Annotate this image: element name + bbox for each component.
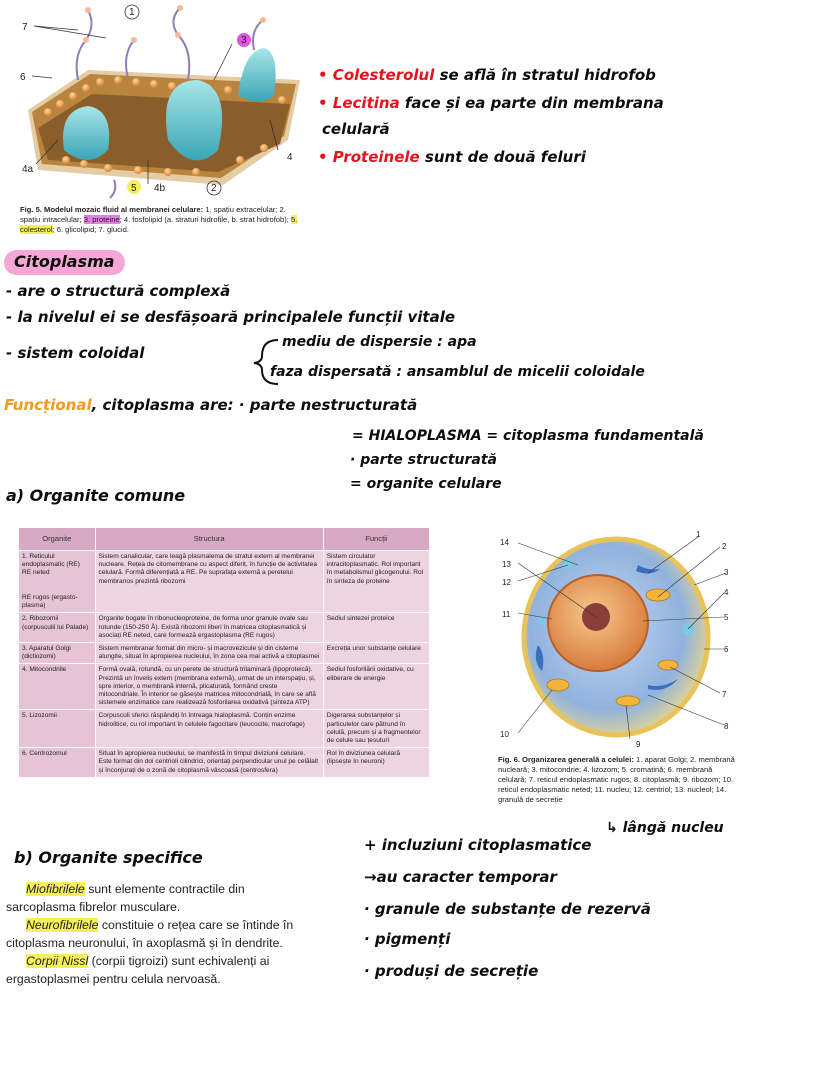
fig5-label-4: 4 <box>287 152 293 163</box>
fig5-caption-protein: 3. proteine <box>83 215 120 224</box>
fig6-label-1: 1 <box>696 530 701 539</box>
cell-functii: Rol în diviziunea celulară (lipsește în neuroni) <box>323 748 429 778</box>
section-title: Citoplasma <box>4 250 125 275</box>
fig5-caption-title: Fig. 5. Modelul mozaic fluid al membranei celulare: <box>20 205 204 214</box>
cell-functii: Sediul fosforilării oxidative, cu eliberare de energie <box>323 664 429 710</box>
note-inclusions: + incluziuni citoplasmatice <box>364 836 592 854</box>
note-text: sunt de două feluri <box>419 148 586 166</box>
fig5-label-4a: 4a <box>22 164 34 175</box>
table-row <box>19 710 430 748</box>
paragraph-text: sunt elemente contractile din sarcoplasma fibrelor musculare. <box>6 882 245 914</box>
fig5-label-2: 2 <box>211 183 217 194</box>
fig5-caption-part: ; 6. glicolipid; 7. glucid. <box>52 225 129 234</box>
fig6-label-13: 13 <box>502 560 511 569</box>
note-celulara: celulară <box>322 120 390 138</box>
cell-structura: Sistem canalicular, care leagă plasmalema de stratul extern al membranei nucleare. Rețea de citomembrane cu aspect diferit, în funcție de activitatea celulară. Formă diferențiată a RE. Pe suprafața externă a peretelui membranos prezintă ribozomi <box>95 551 323 613</box>
table-row <box>19 613 430 643</box>
fig6-caption <box>498 755 736 805</box>
table-row <box>19 643 430 664</box>
note-temporary: →au caracter temporar <box>364 868 557 886</box>
note-structured: · parte structurată <box>350 452 497 468</box>
cell-functii: Excreția unor substanțe celulare <box>323 643 429 664</box>
paragraph-line <box>6 952 308 988</box>
cell-functii: Sediul sintezei proteice <box>323 613 429 643</box>
fig5-label-7: 7 <box>22 22 28 33</box>
note-hialoplasma: = HIALOPLASMA = citoplasma fundamentală <box>352 428 704 444</box>
note-lecithin <box>318 94 664 112</box>
note-organites: = organite celulare <box>350 476 502 492</box>
fig5-label-6: 6 <box>20 72 26 83</box>
table-header-row <box>19 528 430 551</box>
organelle-table <box>18 527 430 778</box>
note-cholesterol <box>318 66 656 84</box>
cell-organite: 4. Mitocondriile <box>19 664 96 710</box>
fig5-caption <box>20 205 302 235</box>
cell-organite: 6. Centrozomul <box>19 748 96 778</box>
note-term: • Lecitina <box>318 94 400 112</box>
fig5-caption-part: 1. spațiu extracelular; 2. spațiu intracelular; <box>20 205 286 224</box>
fig6-label-2: 2 <box>722 542 727 551</box>
note-dispersion-medium: mediu de dispersie : apa <box>282 334 477 350</box>
column-header-functii: Funcții <box>323 528 429 551</box>
note-dispersed-phase: faza dispersată : ansamblul de micelii coloidale <box>270 364 645 380</box>
table-row <box>19 551 430 613</box>
fig6-label-14: 14 <box>500 538 509 547</box>
note-text: se află în stratul hidrofob <box>434 66 656 84</box>
specific-organites-paragraph <box>6 880 308 988</box>
fig6-label-5: 5 <box>724 613 729 622</box>
note-secretion: · produși de secreție <box>364 962 539 980</box>
note-near-nucleus: ↳ lângă nucleu <box>606 820 724 836</box>
fig5-label-5: 5 <box>131 183 137 194</box>
note-pigments: · pigmenți <box>364 930 451 948</box>
fig6-label-3: 3 <box>724 568 729 577</box>
fig6-label-7: 7 <box>722 690 727 699</box>
paragraph-line <box>6 880 308 916</box>
fig5-label-1: 1 <box>129 7 135 18</box>
fig6-label-6: 6 <box>724 645 729 654</box>
cell-organite: 3. Aparatul Golgi (dictiozomi) <box>19 643 96 664</box>
term-miofibrile: Miofibrilele <box>26 882 85 896</box>
fig5-label-3: 3 <box>241 35 247 46</box>
note-term: Funcțional <box>4 396 92 414</box>
fig6-label-11: 11 <box>502 610 511 619</box>
note-functional <box>4 396 417 414</box>
note-structure: - are o structură complexă <box>6 282 231 300</box>
fig5-label-4b: 4b <box>154 183 166 194</box>
note-colloidal: - sistem coloidal <box>6 344 145 362</box>
cell-illustration <box>498 525 738 755</box>
cell-structura: Organite bogate în ribonucleoproteine, de forma unor granule ovale sau rotunde (150-250 Å). Există ribozomi liberi în matricea citoplasmatică și asociați RE neted, care formează ergastoplasma (RE rugos) <box>95 613 323 643</box>
cell-structura: Situat în apropierea nucleului, se manifestă în timpul diviziunii celulare. Este format din doi centrioli cilindrici, orientați perpendicular unul pe celălalt și înconjurați de o zonă de citoplasmă vâscoasă (centrosfera) <box>95 748 323 778</box>
cell-structura: Sistem membranar format din micro- și macrovezicule și din cisterne alungite, situat în apropierea nucleului, în zona cea mai activă a citoplasmei <box>95 643 323 664</box>
fig6-label-12: 12 <box>502 578 511 587</box>
fig6-label-9: 9 <box>636 740 641 749</box>
note-text: face și ea parte din membrana <box>399 94 664 112</box>
paragraph-text: (corpii tigroizi) sunt echivalenți ai ergastoplasmei pentru celula nervoasă. <box>6 954 270 986</box>
heading-common-organites: a) Organite comune <box>6 486 186 505</box>
cell-organite: 5. Lizozomii <box>19 710 96 748</box>
term-neurofibrile: Neurofibrilele <box>26 918 99 932</box>
cell-organite: 1. Reticulul endoplasmatic (RE) RE neted RE rugos (ergasto-plasma) <box>19 551 96 613</box>
paragraph-line <box>6 916 308 952</box>
cell-functii: Digerarea substanțelor și particulelor care pătrund în celulă, precum și a fragmentelor de celule sau țesuturi <box>323 710 429 748</box>
column-header-organite: Organite <box>19 528 96 551</box>
fig5-caption-cholesterol: 5. colesterol <box>20 215 298 234</box>
fig6-caption-text: 1. aparat Golgi; 2. membrană nucleară; 3. mitocondrie; 4. lizozom; 5. cromatină; 6. membrană celulară; 7. reticul endoplasmatic rugos; 8. citoplasmă; 9. ribozom; 10. reticul endoplasmatic neted; 11. nucleu; 12. centriol; 13. nucleol; 14. granulă de secreție <box>498 755 735 804</box>
fig6-label-10: 10 <box>500 730 509 739</box>
note-term: • Proteinele <box>318 148 420 166</box>
fig6-caption-title: Fig. 6. Organizarea generală a celulei: <box>498 755 634 764</box>
note-text: , citoplasma are: · parte nestructurată <box>91 396 418 414</box>
cell-structura: Corpusculi sferici răspândiți în întreaga hialoplasmă. Conțin enzime hidrolitice, cu rol important în celulele fagocitare (leucocite, macrofage) <box>95 710 323 748</box>
fig6-label-4: 4 <box>724 588 729 597</box>
cell-structura: Formă ovală, rotundă, cu un perete de structură trilaminară (lipoproteică). Prezintă un înveliș extern (membrana externă), urmat de un interspațiu, și, spre interior, o membrană internă, plicaturată, formând creste mitocondriale. În interior se găsește matricea mitocondrială, în care se află sistemele enzimatice care realizează fosforilarea oxidativă (sinteza ATP) <box>95 664 323 710</box>
cell-functii: Sistem circulator intracitoplasmatic. Rol important în metabolismul glicogenului. Rol în sinteza de proteine <box>323 551 429 613</box>
fig6-label-8: 8 <box>724 722 729 731</box>
note-reserve-granules: · granule de substanțe de rezervă <box>364 900 651 918</box>
term-nissl: Corpii Nissl <box>26 954 89 968</box>
heading-specific-organites: b) Organite specifice <box>14 848 203 867</box>
note-term: • Colesterolul <box>318 66 435 84</box>
membrane-illustration <box>18 0 300 200</box>
paragraph-text: constituie o rețea care se întinde în citoplasma neuronului, în axoplasmă și în dendrite. <box>6 918 294 950</box>
fig5-caption-part: ; 4. fosfolipid (a. straturi hidrofile, b. strat hidrofob); <box>119 215 291 224</box>
cell-organite: 2. Ribozomii (corpusculii lui Palade) <box>19 613 96 643</box>
note-functions: - la nivelul ei se desfășoară principalele funcții vitale <box>6 308 456 326</box>
column-header-structura: Structura <box>95 528 323 551</box>
table-row <box>19 664 430 710</box>
note-proteins <box>318 148 586 166</box>
table-row <box>19 748 430 778</box>
